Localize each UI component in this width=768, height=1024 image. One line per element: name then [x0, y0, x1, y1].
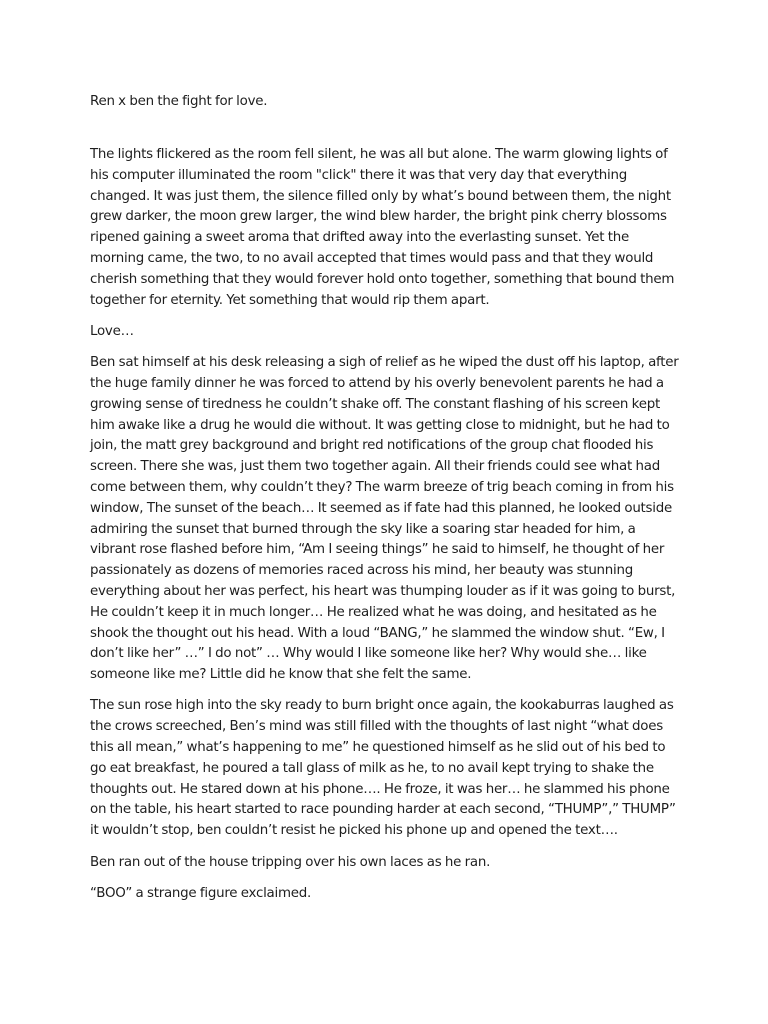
paragraph-3: Ben sat himself at his desk releasing a sigh of relief as he wiped the dust off his laptop, after the huge family dinner he was forced to attend by his overly benevolent parents he had a growing sense of tiredness he couldn’t shake off. The constant flashing of his screen kept him awake like a drug he would die without. It was getting close to midnight, but he had to join, the matt grey background and bright red notifications of the group chat flooded his screen. There she was, just them two together again. All their friends could see what had come between them, why couldn’t they? The warm breeze of trig beach coming in from his window, The sunset of the beach… It seemed as if fate had this planned, he looked outside admiring the sunset that burned through the sky like a soaring star headed for him, a vibrant rose flashed before him, “Am I seeing things” he said to himself, he thought of her passionately as dozens of memories raced across his mind, her beauty was stunning everything about her was perfect, his heart was thumping louder as if it was going to burst, He couldn’t keep it in much longer… He realized what he was doing, and hesitated as he shook the thought out his head. With a loud “BANG,” he slammed the window shut. “Ew, I don’t like her” …” I do not” … Why would I like someone like her? Why would she… like someone like me? Little did he know that she felt the same.: [90, 355, 679, 683]
paragraph-5: Ben ran out of the house tripping over his own laces as he ran.: [90, 854, 491, 870]
paragraph-6: “BOO” a strange figure exclaimed.: [90, 885, 312, 901]
paragraph-4: The sun rose high into the sky ready to burn bright once again, the kookaburras laughed as the crows screeched, Ben’s mind was still filled with the thoughts of last night “what does this all mean,” what’s happening to me” he questioned himself as he slid out of his bed to go eat breakfast, he poured a tall glass of milk as he, to no avail kept trying to shake the thoughts out. He stared down at his phone…. He froze, it was her… he slammed his phone on the table, his heart started to race pounding harder at each second, “THUMP”,” THUMP” it wouldn’t stop, ben couldn’t resist he picked his phone up and opened the text….: [90, 698, 676, 839]
paragraph-2: Love…: [90, 323, 134, 339]
document-title: Ren x ben the fight for love.: [90, 94, 268, 109]
paragraph-1: The lights flickered as the room fell silent, he was all but alone. The warm glowing lights of his computer illuminated the room "click" there it was that very day that everything changed. It was just them, the silence filled only by what’s bound between them, the night grew darker, the moon grew larger, the wind blew harder, the bright pink cherry blossoms ripened gaining a sweet aroma that drifted away into the everlasting sunset. Yet the morning came, the two, to no avail accepted that times would pass and that they would cherish something that they would forever hold onto together, something that bound them together for eternity. Yet something that would rip them apart.: [90, 147, 675, 308]
document-body: [90, 145, 680, 915]
